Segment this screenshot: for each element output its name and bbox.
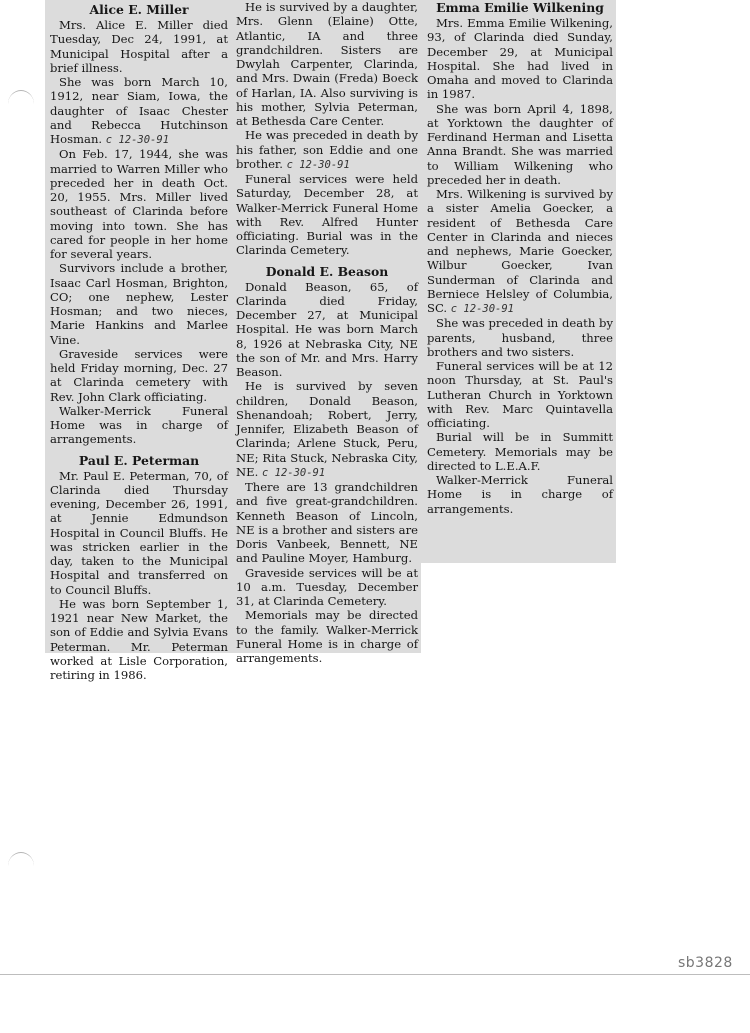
paragraph: Graveside services will be at 10 a.m. Tuesday, December 31, at Clarinda Cemetery. [236,565,418,608]
paragraph: He was preceded in death by his father, son Eddie and one brother. c 12-30-91 [236,128,418,171]
paragraph: Walker-Merrick Funeral Home was in charge of arrangements. [50,403,228,447]
paragraph: On Feb. 17, 1944, she was married to Warren Miller who preceded her in death Oct. 20, 1955. Mrs. Miller lived southeast of Clarinda before moving into town. She has cared for people in her home for several years. [50,147,228,261]
paragraph: There are 13 grandchildren and five great-grandchildren. Kenneth Beason of Lincoln, NE is a brother and sisters are Doris Vanbeek, Bennett, NE and Pauline Moyer, Hamburg. [236,480,418,566]
paragraph: She was born March 10, 1912, near Siam, Iowa, the daughter of Isaac Chester and Rebecca Hutchinson Hosman. c 12-30-91 [50,75,228,146]
paragraph: Funeral services were held Saturday, December 28, at Walker-Merrick Funeral Home with Rev. Alfred Hunter officiating. Burial was in the Clarinda Cemetery. [236,172,418,258]
clipping-column-3 [421,0,616,563]
paragraph: Mr. Paul E. Peterman, 70, of Clarinda died Thursday evening, December 26, 1991, at Jennie Edmundson Hospital in Council Bluffs. He was stricken earlier in the day, taken to the Municipal Hospital and transferred on to Council Bluffs. [50,468,228,597]
paragraph: Funeral services will be at 12 noon Thursday, at St. Paul's Lutheran Church in Yorktown with Rev. Marc Quintavella officiating. [427,359,613,430]
paragraph: Graveside services were held Friday morning, Dec. 27 at Clarinda cemetery with Rev. John Clark officiating. [50,346,228,404]
obituary-title-paul-peterman: Paul E. Peterman [78,452,200,468]
handwritten-date-note: c 12-30-91 [261,466,326,479]
paragraph: Memorials may be directed to the family. Walker-Merrick Funeral Home is in charge of arrangements. [236,608,418,665]
page-bottom-edge-line [0,974,750,975]
obituary-title-alice-miller: Alice E. Miller [89,2,189,17]
handwritten-date-note: c 12-30-91 [105,134,170,146]
handwritten-date-note: c 12-30-91 [450,303,514,315]
handwritten-date-note: c 12-30-91 [286,158,350,171]
paragraph: He was born September 1, 1921 near New Market, the son of Eddie and Sylvia Evans Peterman. Mr. Peterman worked at Lisle Corporation, retiring in 1986. [50,596,228,682]
paragraph: He is survived by a daughter, Mrs. Glenn (Elaine) Otte, Atlantic, IA and three grandchildren. Sisters are Dwylah Carpenter, Clarinda, and Mrs. Dwain (Freda) Boeck of Harlan, IA. Also surviving is his mother, Sylvia Peterman, at Bethesda Care Center. [236,0,418,128]
clipping-column-1 [45,0,231,682]
binder-hole-mark [8,852,34,866]
handwritten-sheet-id: sb3828 [678,955,733,971]
paragraph: Survivors include a brother, Isaac Carl Hosman, Brighton, CO; one nephew, Lester Hosman; and two nieces, Marie Hankins and Marlee Vine. [50,261,228,347]
paragraph: She was born April 4, 1898, at Yorktown the daughter of Ferdinand Herman and Lisetta Anna Brandt. She was married to William Wilkening who preceded her in death. [427,101,613,187]
paragraph: Walker-Merrick Funeral Home is in charge of arrangements. [427,473,613,516]
paragraph: Mrs. Alice E. Miller died Tuesday, Dec 24, 1991, at Municipal Hospital after a brief illness. [50,18,228,75]
paragraph: Burial will be in Summitt Cemetery. Memorials may be directed to L.E.A.F. [427,430,613,473]
paragraph: She was preceded in death by parents, husband, three brothers and two sisters. [427,316,613,359]
paragraph: Donald Beason, 65, of Clarinda died Friday, December 27, at Municipal Hospital. He was born March 8, 1926 at Nebraska City, NE the son of Mr. and Mrs. Harry Beason. [236,279,418,379]
binder-hole-mark [8,90,34,104]
paragraph: Mrs. Emma Emilie Wilkening, 93, of Clarinda died Sunday, December 29, at Municipal Hospital. She had lived in Omaha and moved to Clarinda in 1987. [427,16,613,102]
obituary-title-emma-wilkening: Emma Emilie Wilkening [436,0,604,15]
clipping-column-2 [231,0,421,665]
obituary-title-donald-beason: Donald E. Beason [265,263,389,279]
paragraph: Mrs. Wilkening is survived by a sister Amelia Goecker, a resident of Bethesda Care Center in Clarinda and nieces and nephews, Marie Goecker, Wilbur Goecker, Ivan Sunderman of Clarinda and Berniece Helsley of Columbia, SC. c 12-30-91 [427,187,613,315]
paragraph: He is survived by seven children, Donald Beason, Shenandoah; Robert, Jerry, Jennifer, Elizabeth Beason of Clarinda; Arlene Stuck, Peru, NE; Rita Stuck, Nebraska City, NE. c 12-30-91 [236,379,418,479]
